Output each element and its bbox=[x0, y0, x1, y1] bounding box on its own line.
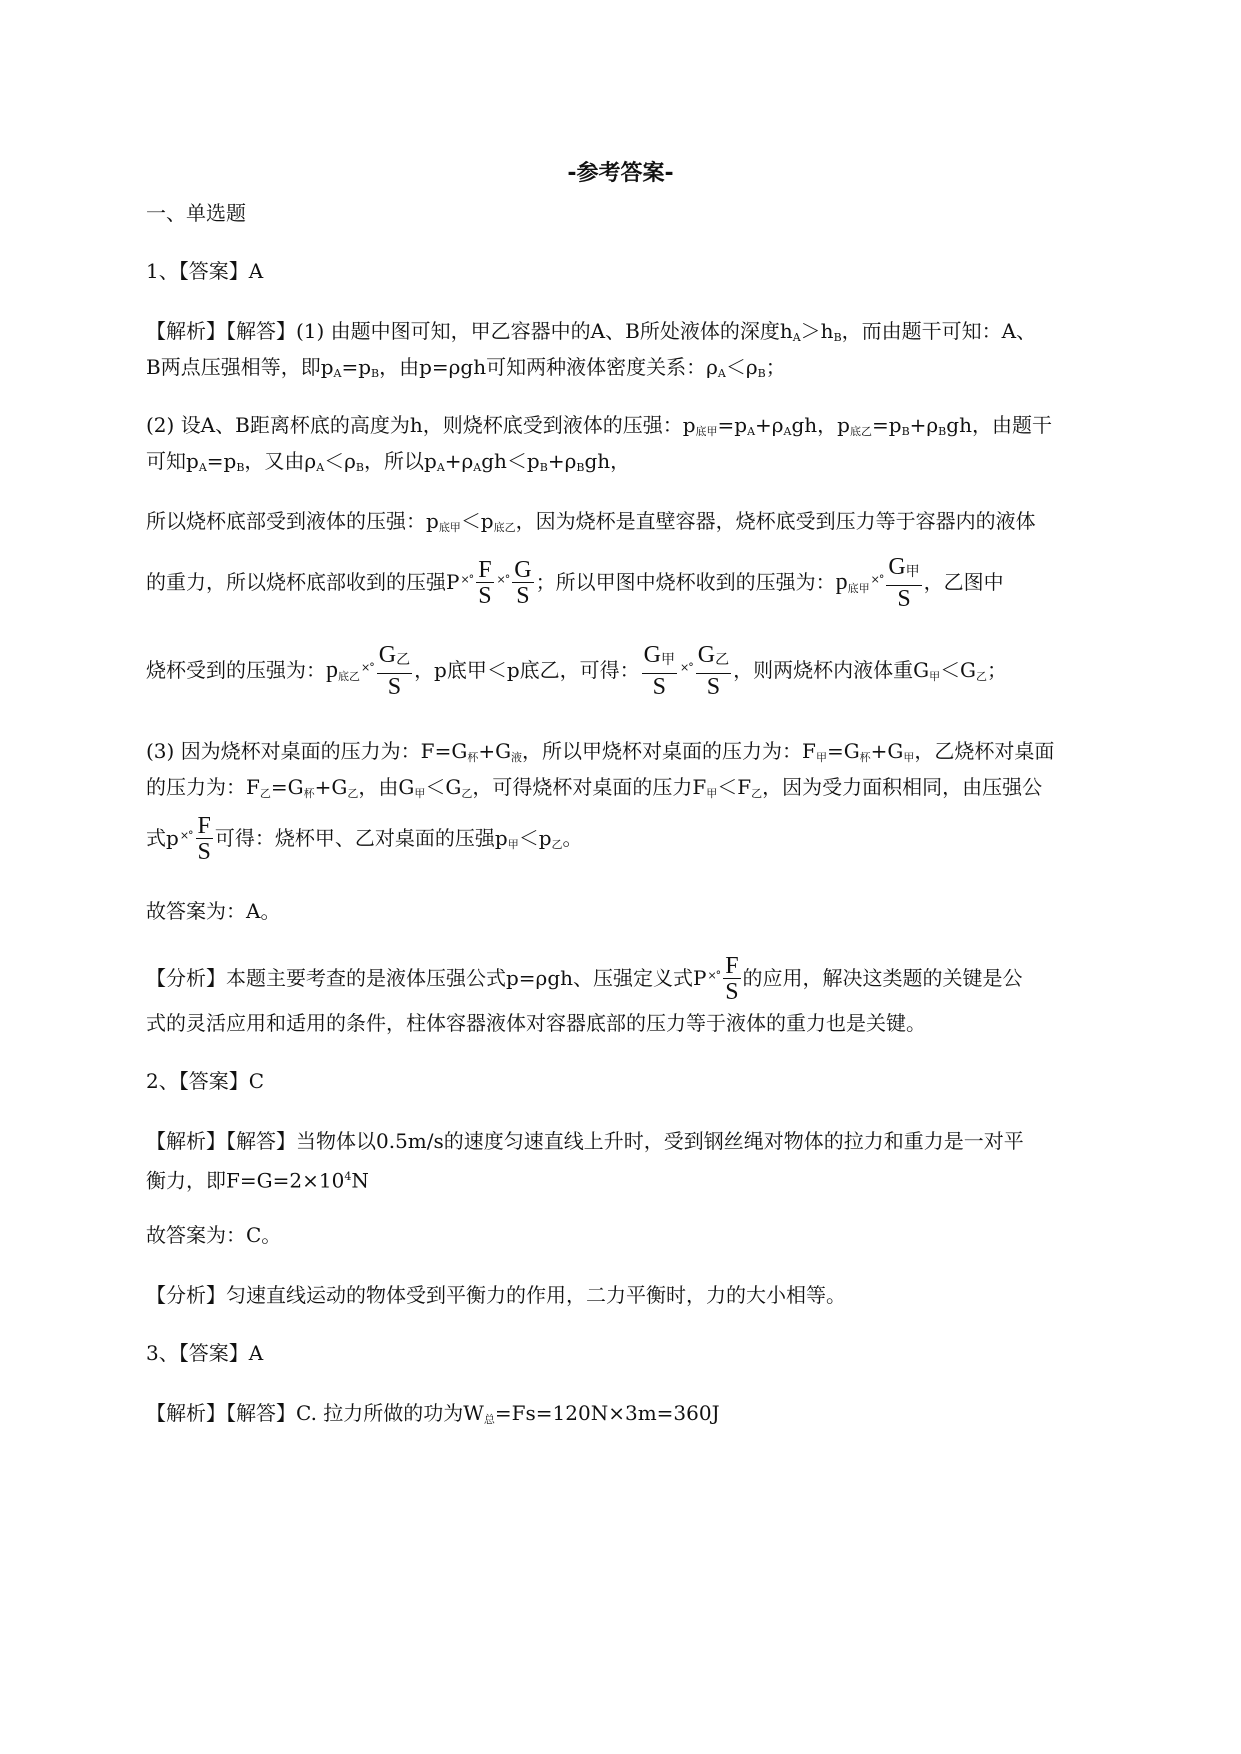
q2-line-1: 【解析】【解答】当物体以0.5m/s的速度匀速直线上升时，受到钢丝绳对物体的拉力和重力是一对平 bbox=[146, 1129, 1024, 1153]
fraction-f-s: $\frac{F}{S}$ bbox=[478, 557, 492, 609]
q1-analysis-2: 式的灵活应用和适用的条件，柱体容器液体对容器底部的压力等于液体的重力也是关键。 bbox=[146, 1011, 926, 1035]
q2-answer: 2、【答案】C bbox=[146, 1069, 265, 1093]
q1-line-4: 可知$p_A=p_B$，又由$\rho_A<\rho_B$，所以$p_A+\rho_Agh<p_B+\rho_Bgh$， bbox=[146, 449, 631, 474]
fraction-f-s-2: $\frac{F}{S}$ bbox=[197, 813, 211, 865]
fraction-g-s: $\frac{G}{S}$ bbox=[514, 557, 532, 609]
q1-line-5: 所以烧杯底部受到液体的压强：$p_{底甲}<p_{底乙}$，因为烧杯是直壁容器，烧杯底受到压力等于容器内的液体 bbox=[146, 509, 1036, 534]
q2-line-2: 衡力，即$F=G=2\times 10^4N$ bbox=[146, 1168, 369, 1193]
fraction-gjia-s: $\frac{G_甲}{S}$ bbox=[888, 554, 920, 612]
q1-line-3: (2) 设A、B距离杯底的高度为h，则烧杯底受到液体的压强：$p_{底甲}=p_A+\rho_Agh$，$p_{底乙}=p_B+\rho_Bgh$，由题干 bbox=[146, 413, 1052, 438]
q3-answer: 3、【答案】A bbox=[146, 1341, 264, 1365]
q1-line-6: 的重力，所以烧杯底部收到的压强P×° $\frac{F}{S}$ ×° $\frac{G}{S}$ ；所以甲图中烧杯收到的压强为：$p_{底甲}\times^\circ$ $\frac{G_甲}{S}$ ，乙图中 bbox=[146, 554, 1004, 612]
q2-conclusion: 故答案为：C。 bbox=[146, 1223, 282, 1247]
q1-line-2: B两点压强相等，即$p_A=p_B$，由p=ρgh可知两种液体密度关系：$\rho_A<\rho_B$； bbox=[146, 355, 786, 380]
q1-line-7: 烧杯受到的压强为：$p_{底乙}\times^\circ$ $\frac{G_乙}{S}$ ，p底甲＜p底乙，可得： $\frac{G_甲}{S}$ ×° $\frac{G_乙}{S}$ ，则两烧杯内液体重$G_甲<G_乙$； bbox=[146, 642, 1008, 700]
page-title: -参考答案- bbox=[567, 161, 674, 186]
fraction-gyi-s: $\frac{G_乙}{S}$ bbox=[378, 642, 411, 700]
q2-analysis: 【分析】匀速直线运动的物体受到平衡力的作用，二力平衡时，力的大小相等。 bbox=[146, 1283, 846, 1307]
fraction-gyi-s-2: $\frac{G_乙}{S}$ bbox=[697, 642, 730, 700]
q1-line-8: (3) 因为烧杯对桌面的压力为：$F=G_杯+G_液$，所以甲烧杯对桌面的压力为：$F_甲=G_杯+G_甲$，乙烧杯对桌面 bbox=[146, 739, 1055, 764]
q1-line-1: 【解析】【解答】(1) 由题中图可知，甲乙容器中的A、B所处液体的深度$h_A>h_B$，而由题干可知：A、 bbox=[146, 319, 1037, 344]
q1-conclusion: 故答案为：A。 bbox=[146, 899, 281, 923]
section-heading: 一、单选题 bbox=[146, 201, 246, 225]
q1-answer: 1、【答案】A bbox=[146, 259, 264, 283]
q1-line-9: 的压力为：$F_乙=G_杯+G_乙$，由$G_甲<G_乙$，可得烧杯对桌面的压力$F_甲<F_乙$，因为受力面积相同，由压强公 bbox=[146, 775, 1043, 800]
q1-analysis-1: 【分析】本题主要考查的是液体压强公式p=ρgh、压强定义式P×° $\frac{F}{S}$ 的应用，解决这类题的关键是公 bbox=[146, 953, 1023, 1005]
fraction-gjia-s-2: $\frac{G_甲}{S}$ bbox=[643, 642, 676, 700]
q1-line-10: 式p×° $\frac{F}{S}$ 可得：烧杯甲、乙对桌面的压强$p_甲<p_乙$。 bbox=[146, 813, 583, 865]
q3-line-1: 【解析】【解答】C. 拉力所做的功为$W_总=Fs=120N\times 3m=360J$ bbox=[146, 1401, 720, 1426]
fraction-f-s-3: $\frac{F}{S}$ bbox=[725, 953, 739, 1005]
